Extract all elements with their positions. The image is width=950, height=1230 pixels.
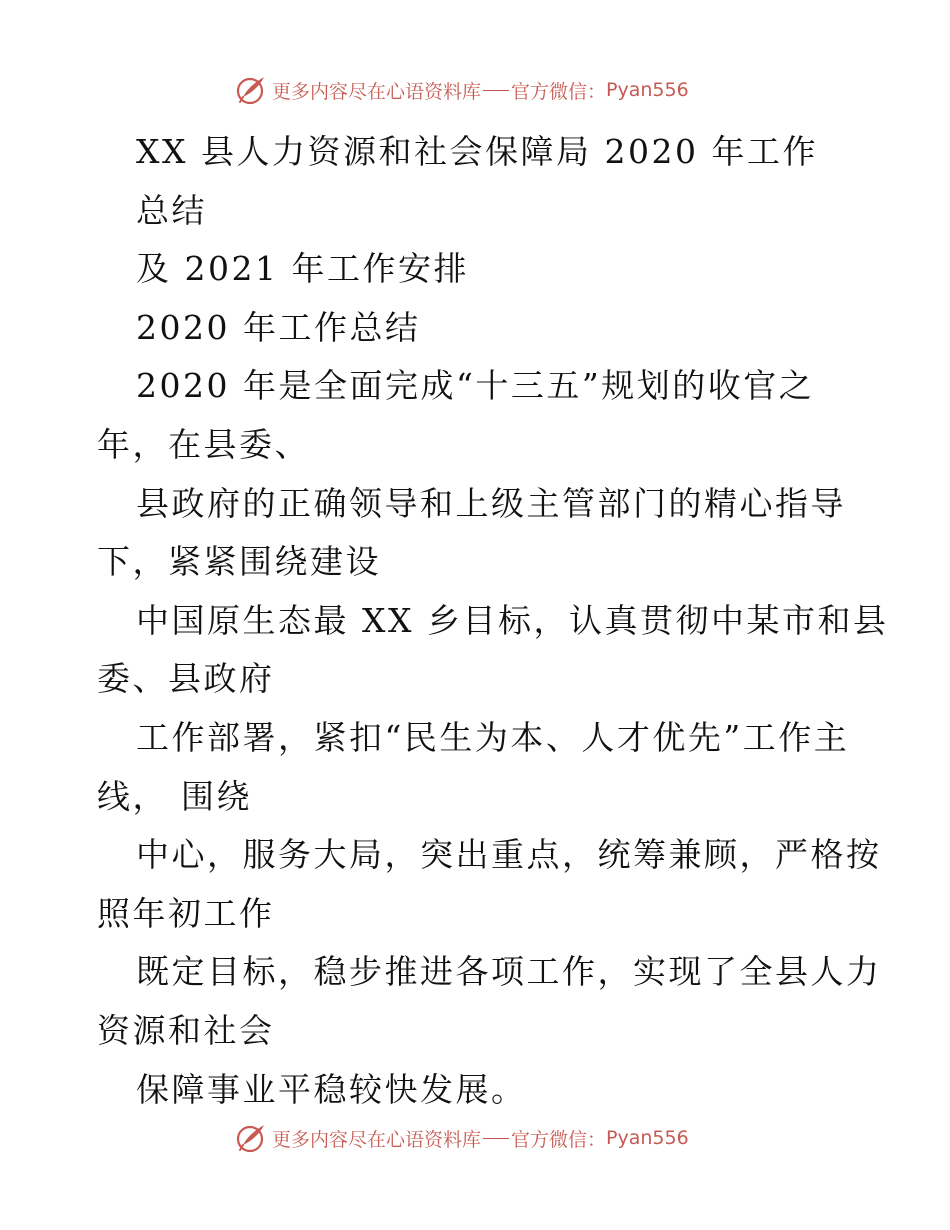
text-line: 线， 围绕 <box>97 776 252 816</box>
text-line: 中国原生态最 XX 乡目标，认真贯彻中某市和县 <box>136 600 889 640</box>
text-line: 既定目标，稳步推进各项工作，实现了全县人力 <box>136 952 882 992</box>
text-line: 2020 年工作总结 <box>136 307 421 347</box>
text-line: 中心，服务大局，突出重点，统筹兼顾，严格按 <box>136 835 882 875</box>
text-line: XX 县人力资源和社会保障局 2020 年工作 <box>136 132 818 171</box>
watermark-account: Pyan556 <box>606 79 689 101</box>
text-line: 资源和社会 <box>97 1010 275 1050</box>
quill-logo-icon <box>234 1121 268 1155</box>
text-line: 保障事业平稳较快发展。 <box>136 1069 527 1109</box>
document-body <box>97 123 889 1119</box>
text-line: 总结 <box>136 190 207 230</box>
watermark-wechat-label: 官方微信： <box>511 80 607 103</box>
watermark-brand-text: 更多内容尽在心语资料库 <box>272 80 482 103</box>
text-line: 及 2021 年工作安排 <box>136 249 469 289</box>
text-line: 2020 年是全面完成“十三五”规划的收官之 <box>136 366 815 406</box>
text-line: 年，在县委、 <box>97 424 310 464</box>
text-line: 委、县政府 <box>97 659 275 699</box>
watermark-dash <box>483 1138 509 1139</box>
text-line: 工作部署，紧扣“民生为本、人才优先”工作主 <box>136 717 850 757</box>
watermark-brand-text: 更多内容尽在心语资料库 <box>272 1128 482 1151</box>
text-line: 照年初工作 <box>97 893 275 933</box>
watermark-account: Pyan556 <box>606 1127 689 1149</box>
watermark-wechat-label: 官方微信： <box>511 1128 607 1151</box>
header-watermark <box>234 72 689 108</box>
watermark-dash <box>483 90 509 91</box>
footer-watermark <box>234 1120 689 1156</box>
text-line: 下，紧紧围绕建设 <box>97 542 381 582</box>
text-line: 县政府的正确领导和上级主管部门的精心指导 <box>136 483 846 523</box>
quill-logo-icon <box>234 73 268 107</box>
